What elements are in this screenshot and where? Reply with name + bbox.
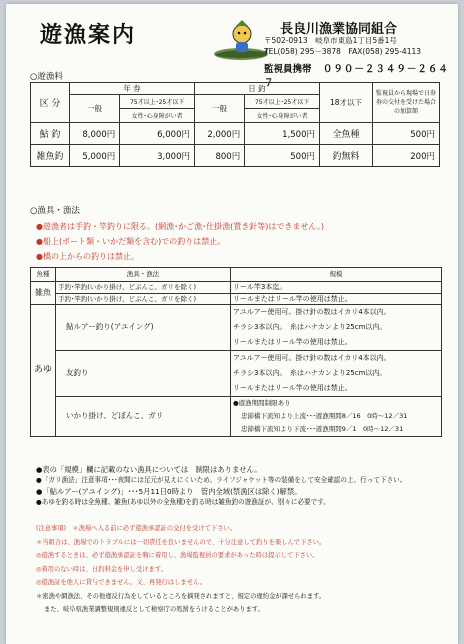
note-line: ●表の「規模」欄に記載のない漁具については 制限はありません。 bbox=[36, 465, 262, 474]
method-cell: 手釣･竿釣(いかり掛け、どぶんこ、ガリを除く) bbox=[56, 293, 231, 305]
gear-heading: ○漁具・漁法 bbox=[30, 206, 80, 216]
fine-line: (注意事項) ＊漁場へ入る前に必ず遊漁承認証の交付を受けて下さい。 bbox=[36, 525, 237, 532]
address-block bbox=[264, 36, 421, 57]
nenken-ippan: 8,000円 bbox=[70, 123, 120, 145]
under18-value: 釣無料 bbox=[320, 145, 373, 167]
phone-label: 監視員携帯 bbox=[264, 64, 312, 75]
method-cell: 手釣･竿釣(いかり掛け、どぶんこ、ガリを除く) bbox=[56, 282, 231, 294]
fee-row-ayu bbox=[31, 123, 440, 145]
surcharge-value: 500円 bbox=[373, 123, 440, 145]
rule-line: ●橋の上からの釣りは禁止。 bbox=[36, 252, 139, 261]
species-ayu: あゆ bbox=[31, 305, 56, 437]
rule-line: ●遊漁者は手釣・竿釣りに限る。(網漁･かご漁･仕掛漁(置き針等)はできません。) bbox=[36, 222, 324, 231]
fine-line: ◎着用のない時は、日釣料金を申し受けます。 bbox=[36, 565, 167, 573]
rule-line: チラシ3本以内。 糸はハナカンより25cm以内。 bbox=[233, 323, 387, 331]
rule-line: アユルアー使用可。掛け針の数はイカリ4本以内。 bbox=[233, 354, 391, 362]
col-women-2: 女性･心身障がい者 bbox=[245, 109, 320, 123]
phone-number: ０９０－２３４９－２６４７ bbox=[264, 64, 449, 89]
rule-cell: リールまたはリール竿の使用は禁止。 bbox=[231, 293, 442, 305]
hiken-discount: 500円 bbox=[245, 145, 320, 167]
fine-line: また、岐阜県漁業調整規則違反として検察庁の処罰をうけることがあります。 bbox=[44, 606, 264, 613]
fine-line: ＊当組合は、漁場でのトラブルには一切責任を負いませんので、十分注意して釣りを楽しんで下さい。 bbox=[36, 538, 326, 546]
tel-fax-line: TEL(058) 295－3878 FAX(058) 295-4113 bbox=[264, 46, 422, 56]
ayu-row bbox=[31, 351, 442, 397]
fee-table bbox=[30, 82, 440, 167]
rule-line: ●遊漁期間制限あり bbox=[233, 399, 291, 407]
address-line: 〒502-0913 岐阜市東島1丁目5番1号 bbox=[264, 36, 397, 45]
page-title: 遊漁案内 bbox=[40, 23, 137, 48]
nenken-ippan: 5,000円 bbox=[70, 145, 120, 167]
note-line: ●あゆを釣る時は全魚種、雑魚(あゆ以外の全魚種)を釣る時は雑魚釣の遊漁証が、別々に必要です。 bbox=[36, 498, 330, 506]
hiken-ippan: 2,000円 bbox=[194, 123, 244, 145]
notes-block bbox=[36, 464, 456, 508]
note-line: ●「鮎ルアー(アユイング)」･･･5月11日0時より 管内全域(禁漁区は除く)解禁。 bbox=[36, 487, 302, 496]
rule-line: チラシ3本以内。 糸はハナカンより25cm以内。 bbox=[233, 369, 387, 377]
fine-line: ◎遊漁するときは、必ず遊漁承認証を胸に着用し、漁場監視員の要求があった時は提示して下さい。 bbox=[36, 552, 319, 559]
rule-line: 忠節橋下流知より上流･･･遊漁期間8／16 0時～12／31 bbox=[241, 412, 408, 420]
col-species: 魚種 bbox=[31, 268, 56, 282]
fee-row-zako bbox=[31, 145, 440, 167]
col-kubun: 区 分 bbox=[31, 83, 70, 123]
zako-row bbox=[31, 293, 442, 305]
rule-line: アユルアー使用可。掛け針の数はイカリ4本以内。 bbox=[233, 308, 391, 316]
col-rule: 規模 bbox=[231, 268, 442, 282]
col-ippan-1: 一般 bbox=[70, 95, 120, 123]
fine-print bbox=[36, 522, 461, 617]
ayu-row bbox=[31, 397, 442, 437]
fine-line: ◎遊漁証を他人に貸与できません。又、再発行はしません。 bbox=[36, 579, 206, 586]
gear-rules bbox=[36, 219, 324, 264]
col-method: 漁具・漁法 bbox=[56, 268, 231, 282]
surcharge-value: 200円 bbox=[373, 145, 440, 167]
row-label: 鮎 釣 bbox=[31, 123, 70, 145]
col-nenken: 年 券 bbox=[70, 83, 195, 95]
nenken-discount: 3,000円 bbox=[120, 145, 195, 167]
col-75-2: 75才以上･25才以下 bbox=[245, 95, 320, 109]
ayu-row bbox=[31, 305, 442, 351]
rule-cell bbox=[231, 351, 442, 397]
method-cell: 鮎ルアー釣り(アユイング) bbox=[56, 305, 231, 351]
col-under18: 18才以下 bbox=[320, 83, 373, 123]
rule-line: リールまたはリール竿の使用は禁止。 bbox=[233, 384, 352, 392]
rule-cell bbox=[231, 397, 442, 437]
col-hiken: 日 釣 bbox=[194, 83, 319, 95]
flyer-page bbox=[6, 4, 458, 644]
nenken-discount: 6,000円 bbox=[120, 123, 195, 145]
gear-table bbox=[30, 267, 442, 437]
col-women-1: 女性･心身障がい者 bbox=[120, 109, 195, 123]
fine-line: ＊密漁や網漁法、その他違反行為をしているところを摘発されますと、規定の違約金が課せられます。 bbox=[36, 592, 326, 600]
under18-value: 全魚種 bbox=[320, 123, 373, 145]
rule-line: リールまたはリール竿の使用は禁止。 bbox=[233, 338, 352, 346]
rule-cell: リール竿3本迄。 bbox=[231, 282, 442, 294]
org-name: 長良川漁業協同組合 bbox=[280, 22, 398, 37]
rule-cell bbox=[231, 305, 442, 351]
method-cell: 友釣り bbox=[56, 351, 231, 397]
rule-line: ●船上(ボート類・いかだ類を含む)での釣りは禁止。 bbox=[36, 237, 226, 246]
rule-line: 忠節橋下流知より下流･･･遊漁期間9／1 0時～12／31 bbox=[241, 425, 404, 433]
hiken-discount: 1,500円 bbox=[245, 123, 320, 145]
zako-row bbox=[31, 282, 442, 294]
method-cell: いかり掛け、どぼんこ、ガリ bbox=[56, 397, 231, 437]
mascot-illustration bbox=[212, 20, 270, 64]
col-75-1: 75才以上･25才以下 bbox=[120, 95, 195, 109]
col-ippan-2: 一般 bbox=[194, 95, 244, 123]
row-label: 雑魚釣 bbox=[31, 145, 70, 167]
fee-heading: ○遊漁料 bbox=[30, 72, 63, 82]
col-note: 監視員から現場で日券券の交付を受けた場合の加算額 bbox=[373, 83, 440, 123]
species-zako: 雑魚 bbox=[31, 282, 56, 305]
hiken-ippan: 800円 bbox=[194, 145, 244, 167]
note-line: ●「ガリ漁法」注意事項･･･夜間には足元が見えにくいため、ライフジャケット等の装備をして安全確認の上、行って下さい。 bbox=[36, 476, 407, 484]
